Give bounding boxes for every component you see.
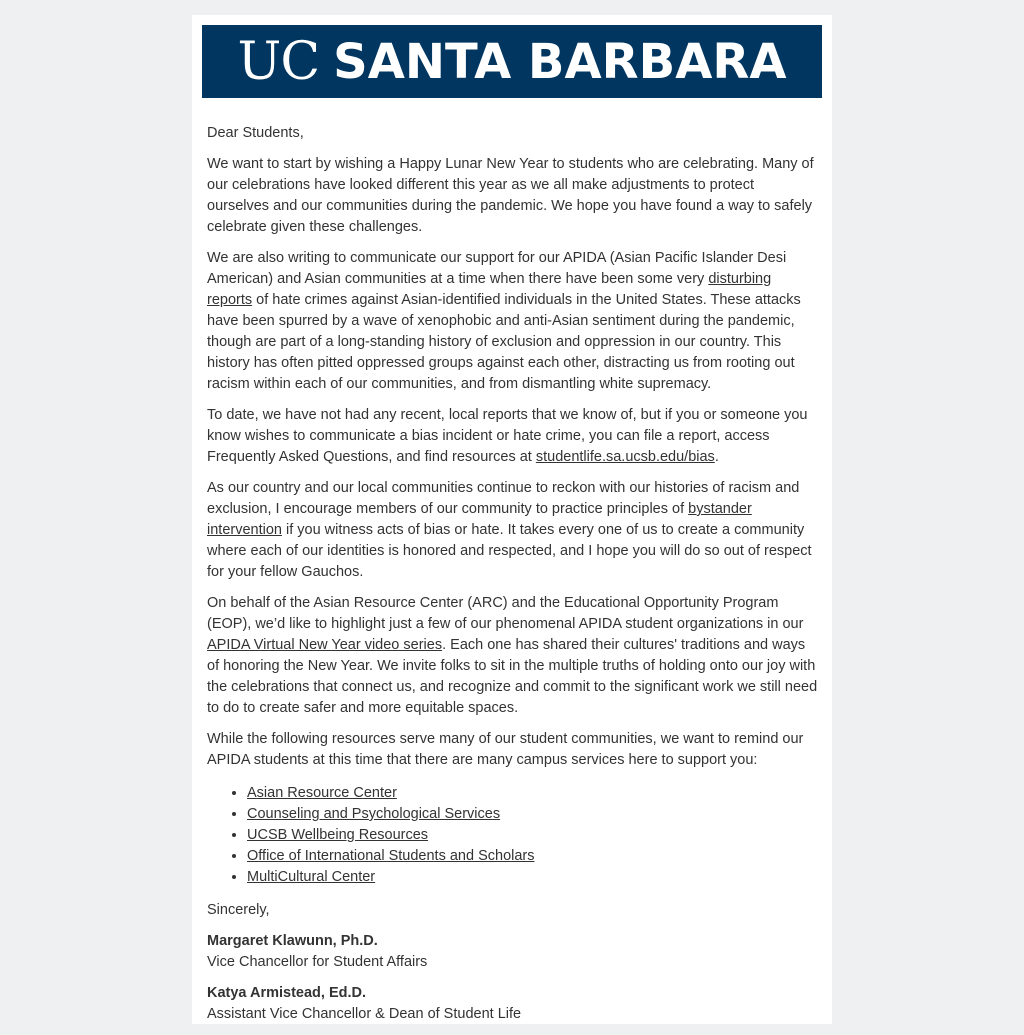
resources-list <box>207 783 819 888</box>
apida-video-series-link[interactable]: APIDA Virtual New Year video series <box>207 637 443 653</box>
disturbing-reports-link[interactable]: disturbing reports <box>207 271 772 308</box>
logo-uc-text: UC <box>237 31 320 92</box>
signature-name: Margaret Klawunn, Ph.D. <box>207 933 378 949</box>
signature-name: Katya Armistead, Ed.D. <box>207 985 367 1001</box>
resource-link-caps[interactable]: Counseling and Psychological Services <box>247 806 501 822</box>
signature-title: Assistant Vice Chancellor & Dean of Student Life <box>207 1006 522 1022</box>
bystander-intervention-link[interactable]: bystander intervention <box>207 501 752 538</box>
paragraph-resources-intro: While the following resources serve many of our student communities, we want to remind our APIDA students at this time that there are many campus services here to support you: <box>207 731 804 768</box>
paragraph-bystander: As our country and our local communities continue to reckon with our histories of racism and exclusion, I encourage members of our community to practice principles of bystander intervention if you witness acts of bias or hate. It takes every one of us to create a community where each of our identities is honored and respected, and I hope you will do so out of respect for your fellow Gauchos. <box>207 480 812 580</box>
paragraph-apida-support: We are also writing to communicate our support for our APIDA (Asian Pacific Islander Desi American) and Asian communities at a time when there have been some very disturbing reports of hate crimes against Asian-identified individuals in the United States. These attacks have been spurred by a wave of xenophobic and anti-Asian sentiment during the pandemic, though are part of a long-standing history of exclusion and oppression in our country. This history has often pitted oppressed groups against each other, distracting us from rooting out racism within each of our communities, and from dismantling white supremacy. <box>207 250 801 392</box>
paragraph-bias-reporting: To date, we have not had any recent, local reports that we know of, but if you or someone you know wishes to communicate a bias incident or hate crime, you can file a report, access Frequently Asked Questions, and find resources at studentlife.sa.ucsb.edu/bias. <box>207 407 808 465</box>
bias-report-link[interactable]: studentlife.sa.ucsb.edu/bias <box>535 449 715 465</box>
closing: Sincerely, <box>207 902 270 918</box>
resource-link-oiss[interactable]: Office of International Students and Scholars <box>247 848 535 864</box>
resource-link-arc[interactable]: Asian Resource Center <box>247 785 397 801</box>
ucsb-logo-banner <box>202 25 822 98</box>
signature-block <box>207 931 819 973</box>
email-body <box>207 123 819 1035</box>
signature-title: Vice Chancellor for Student Affairs <box>207 954 428 970</box>
list-item <box>247 783 819 804</box>
paragraph-arc-eop: On behalf of the Asian Resource Center (ARC) and the Educational Opportunity Program (EOP), we’d like to highlight just a few of our phenomenal APIDA student organizations in our APIDA Virtual New Year video series. Each one has shared their cultures' traditions and ways of honoring the New Year. We invite folks to sit in the multiple truths of holding onto our joy with the celebrations that connect us, and recognize and commit to the significant work we still need to do to create safer and more equitable spaces. <box>207 595 818 716</box>
list-item <box>247 825 819 846</box>
greeting: Dear Students, <box>207 125 304 141</box>
list-item <box>247 846 819 867</box>
list-item <box>247 867 819 888</box>
resource-link-mcc[interactable]: MultiCultural Center <box>247 869 376 885</box>
resource-link-wellbeing[interactable]: UCSB Wellbeing Resources <box>247 827 429 843</box>
email-card <box>192 15 832 1024</box>
signature-block <box>207 983 819 1025</box>
logo-campus-text: SANTA BARBARA <box>333 33 787 90</box>
list-item <box>247 804 819 825</box>
paragraph-lunar-new-year: We want to start by wishing a Happy Lunar New Year to students who are celebrating. Many of our celebrations have looked different this year as we all make adjustments to protect ourselves and our communities during the pandemic. We hope you have found a way to safely celebrate given these challenges. <box>207 156 814 235</box>
